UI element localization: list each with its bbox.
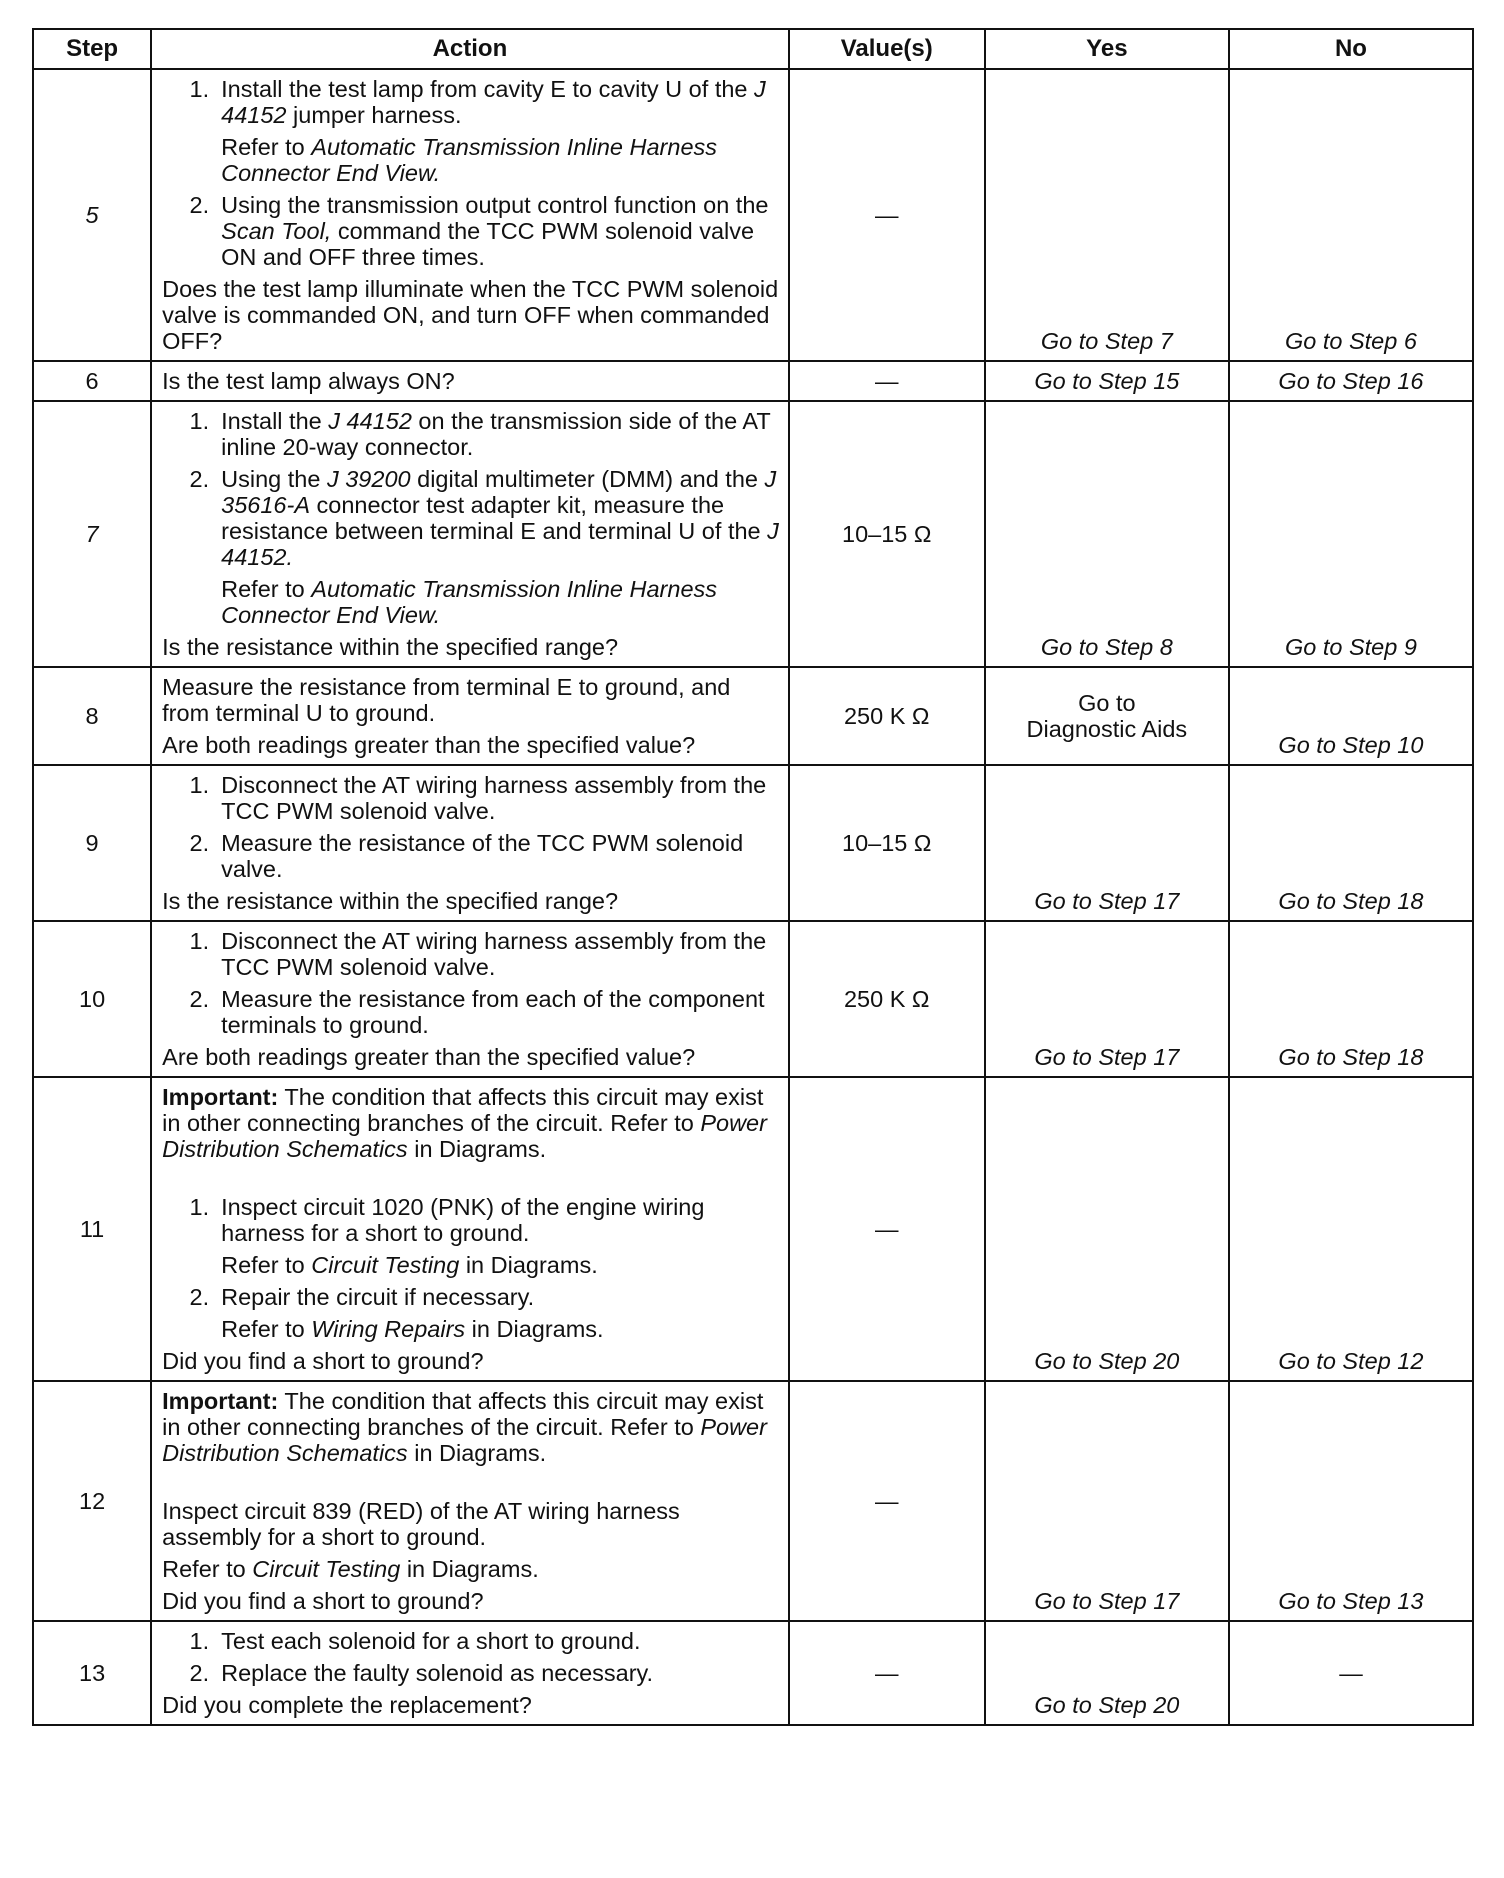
action-cell <box>151 361 789 401</box>
action-step <box>162 928 780 980</box>
text-run: Measure the resistance from terminal E to ground, and from terminal U to ground. <box>162 674 731 726</box>
action-question: Is the resistance within the specified range? <box>162 634 619 660</box>
step-list-number: 2. <box>189 830 210 856</box>
step-list-number: 2. <box>189 986 210 1012</box>
step-list-number: 1. <box>189 408 210 434</box>
table-row <box>33 1077 1473 1381</box>
reference-text: J 39200 <box>326 466 411 492</box>
action-cell <box>151 401 789 667</box>
header-action: Action <box>151 29 789 69</box>
text-run: Inspect circuit 1020 (PNK) of the engine wiring harness for a short to ground. <box>221 1194 705 1246</box>
spec-value: — <box>789 1077 985 1381</box>
spec-value: 10–15 Ω <box>789 401 985 667</box>
step-text <box>221 1660 780 1686</box>
spec-value: — <box>789 69 985 361</box>
spec-value: 10–15 Ω <box>789 765 985 921</box>
step-list-number: 2. <box>189 1660 210 1686</box>
action-step <box>162 76 780 128</box>
action-step <box>162 830 780 882</box>
text-run: Refer to <box>221 134 312 160</box>
step-text <box>221 986 780 1038</box>
action-step <box>162 986 780 1038</box>
reference-text: Automatic Transmission Inline Harness Connector End View. <box>221 134 718 186</box>
action-paragraph <box>162 1388 780 1466</box>
step-note <box>221 1316 780 1342</box>
no-result: Go to Step 18 <box>1229 921 1473 1077</box>
text-run: Disconnect the AT wiring harness assembly from the TCC PWM solenoid valve. <box>221 928 767 980</box>
step-text <box>221 772 780 824</box>
text-run: Measure the resistance of the TCC PWM solenoid valve. <box>221 830 744 882</box>
no-result: Go to Step 16 <box>1229 361 1473 401</box>
step-number: 9 <box>33 765 151 921</box>
yes-result: Go to Step 17 <box>985 765 1229 921</box>
step-text <box>221 928 780 980</box>
action-step <box>162 408 780 460</box>
text-run: Install the test lamp from cavity E to cavity U of the <box>221 76 755 102</box>
no-result: Go to Step 18 <box>1229 765 1473 921</box>
reference-text: Circuit Testing <box>311 1252 460 1278</box>
reference-text: Scan Tool, <box>221 218 332 244</box>
spec-value: — <box>789 1381 985 1621</box>
text-run: connector test adapter kit, measure the resistance between terminal E and terminal U of the <box>221 492 768 544</box>
text-run: digital multimeter (DMM) and the <box>410 466 765 492</box>
reference-text: J 35616-A <box>221 466 777 518</box>
step-list-number: 2. <box>189 1284 210 1310</box>
text-run: The condition that affects this circuit may exist in other connecting branches of the circuit. Refer to <box>162 1084 764 1136</box>
table-row <box>33 765 1473 921</box>
step-number: 8 <box>33 667 151 765</box>
step-list-number: 1. <box>189 928 210 954</box>
action-cell <box>151 1077 789 1381</box>
action-paragraph <box>162 1084 780 1162</box>
spec-value: — <box>789 361 985 401</box>
spec-value: — <box>789 1621 985 1725</box>
action-cell <box>151 921 789 1077</box>
text-run: in Diagrams. <box>459 1252 598 1278</box>
text-run: on the transmission side of the AT inline 20-way connector. <box>221 408 771 460</box>
header-values: Value(s) <box>789 29 985 69</box>
reference-text: J 44152 <box>221 76 766 128</box>
step-text <box>221 1194 780 1246</box>
step-text <box>221 1628 780 1654</box>
action-question: Are both readings greater than the specified value? <box>162 732 696 758</box>
action-cell <box>151 69 789 361</box>
step-list-number: 2. <box>189 466 210 492</box>
step-text <box>221 76 780 128</box>
text-run: Inspect circuit 839 (RED) of the AT wiring harness assembly for a short to ground. <box>162 1498 680 1550</box>
action-step <box>162 466 780 570</box>
step-text <box>221 830 780 882</box>
reference-text: Circuit Testing <box>252 1556 401 1582</box>
action-step <box>162 192 780 270</box>
reference-text: Power Distribution Schematics <box>162 1414 767 1466</box>
text-run: Refer to <box>221 1316 312 1342</box>
action-step <box>162 1628 780 1654</box>
action-question: Did you find a short to ground? <box>162 1348 484 1374</box>
no-result: Go to Step 10 <box>1229 667 1473 765</box>
no-result: — <box>1229 1621 1473 1725</box>
spec-value: 250 K Ω <box>789 921 985 1077</box>
emphasis-label: Important: <box>162 1084 279 1110</box>
reference-text: J 44152 <box>328 408 412 434</box>
text-run: in Diagrams. <box>407 1440 547 1466</box>
text-run: Refer to <box>162 1556 253 1582</box>
text-run: Test each solenoid for a short to ground. <box>221 1628 641 1654</box>
table-row <box>33 1621 1473 1725</box>
step-number: 6 <box>33 361 151 401</box>
action-question: Are both readings greater than the specified value? <box>162 1044 696 1070</box>
reference-text: Wiring Repairs <box>311 1316 466 1342</box>
reference-text: Automatic Transmission Inline Harness Connector End View. <box>221 576 718 628</box>
header-no: No <box>1229 29 1473 69</box>
step-list-number: 1. <box>189 1628 210 1654</box>
step-note <box>221 134 780 186</box>
text-run: command the TCC PWM solenoid valve ON and OFF three times. <box>221 218 755 270</box>
yes-result: Go to Step 20 <box>985 1621 1229 1725</box>
text-run: Refer to <box>221 1252 312 1278</box>
table-row <box>33 1381 1473 1621</box>
step-text <box>221 1284 780 1310</box>
yes-result: Go to Step 17 <box>985 921 1229 1077</box>
table-row <box>33 401 1473 667</box>
action-step <box>162 772 780 824</box>
action-question: Is the test lamp always ON? <box>162 368 455 394</box>
spacer <box>162 1168 780 1194</box>
step-list-number: 1. <box>189 1194 210 1220</box>
step-number: 5 <box>33 69 151 361</box>
action-step <box>162 1194 780 1246</box>
text-run: in Diagrams. <box>400 1556 539 1582</box>
step-number: 13 <box>33 1621 151 1725</box>
header-yes: Yes <box>985 29 1229 69</box>
step-number: 10 <box>33 921 151 1077</box>
action-paragraph <box>162 674 780 726</box>
step-list-number: 1. <box>189 772 210 798</box>
step-note <box>221 1252 780 1278</box>
yes-result: Go to Step 8 <box>985 401 1229 667</box>
table-row <box>33 667 1473 765</box>
no-result: Go to Step 13 <box>1229 1381 1473 1621</box>
no-result: Go to Step 12 <box>1229 1077 1473 1381</box>
text-run: Install the <box>221 408 329 434</box>
action-question: Is the resistance within the specified range? <box>162 888 619 914</box>
text-run: jumper harness. <box>286 102 462 128</box>
step-note <box>221 576 780 628</box>
text-run: Refer to <box>221 576 312 602</box>
step-text <box>221 192 780 270</box>
action-cell <box>151 667 789 765</box>
text-run: Measure the resistance from each of the component terminals to ground. <box>221 986 765 1038</box>
action-question: Did you find a short to ground? <box>162 1588 484 1614</box>
spacer <box>162 1472 780 1498</box>
text-run: Repair the circuit if necessary. <box>221 1284 535 1310</box>
table-row <box>33 921 1473 1077</box>
action-cell <box>151 765 789 921</box>
diagnostic-table <box>32 28 1474 1726</box>
table-row <box>33 361 1473 401</box>
step-number: 12 <box>33 1381 151 1621</box>
step-list-number: 2. <box>189 192 210 218</box>
spec-value: 250 K Ω <box>789 667 985 765</box>
reference-text: J 44152. <box>221 518 779 570</box>
step-number: 7 <box>33 401 151 667</box>
yes-result: Go to Diagnostic Aids <box>985 667 1229 765</box>
reference-text: Power Distribution Schematics <box>162 1110 767 1162</box>
text-run: Using the transmission output control function on the <box>221 192 769 218</box>
step-list-number: 1. <box>189 76 210 102</box>
action-step <box>162 1660 780 1686</box>
step-text <box>221 408 780 460</box>
step-number: 11 <box>33 1077 151 1381</box>
header-step: Step <box>33 29 151 69</box>
text-run: Using the <box>221 466 327 492</box>
text-run: in Diagrams. <box>465 1316 604 1342</box>
action-question: Did you complete the replacement? <box>162 1692 532 1718</box>
yes-result: Go to Step 7 <box>985 69 1229 361</box>
action-cell <box>151 1621 789 1725</box>
yes-result: Go to Step 20 <box>985 1077 1229 1381</box>
action-cell <box>151 1381 789 1621</box>
text-run: Disconnect the AT wiring harness assembly from the TCC PWM solenoid valve. <box>221 772 767 824</box>
table-row <box>33 69 1473 361</box>
action-question: Does the test lamp illuminate when the TCC PWM solenoid valve is commanded ON, and turn OFF when commanded OFF? <box>162 276 779 354</box>
yes-result: Go to Step 15 <box>985 361 1229 401</box>
text-run: The condition that affects this circuit may exist in other connecting branches of the circuit. Refer to <box>162 1388 764 1440</box>
no-result: Go to Step 6 <box>1229 69 1473 361</box>
action-paragraph <box>162 1498 780 1550</box>
action-paragraph <box>162 1556 780 1582</box>
yes-result: Go to Step 17 <box>985 1381 1229 1621</box>
text-run: Replace the faulty solenoid as necessary. <box>221 1660 654 1686</box>
step-text <box>221 466 780 570</box>
emphasis-label: Important: <box>162 1388 279 1414</box>
table-header-row <box>33 29 1473 69</box>
action-step <box>162 1284 780 1310</box>
text-run: in Diagrams. <box>407 1136 547 1162</box>
no-result: Go to Step 9 <box>1229 401 1473 667</box>
